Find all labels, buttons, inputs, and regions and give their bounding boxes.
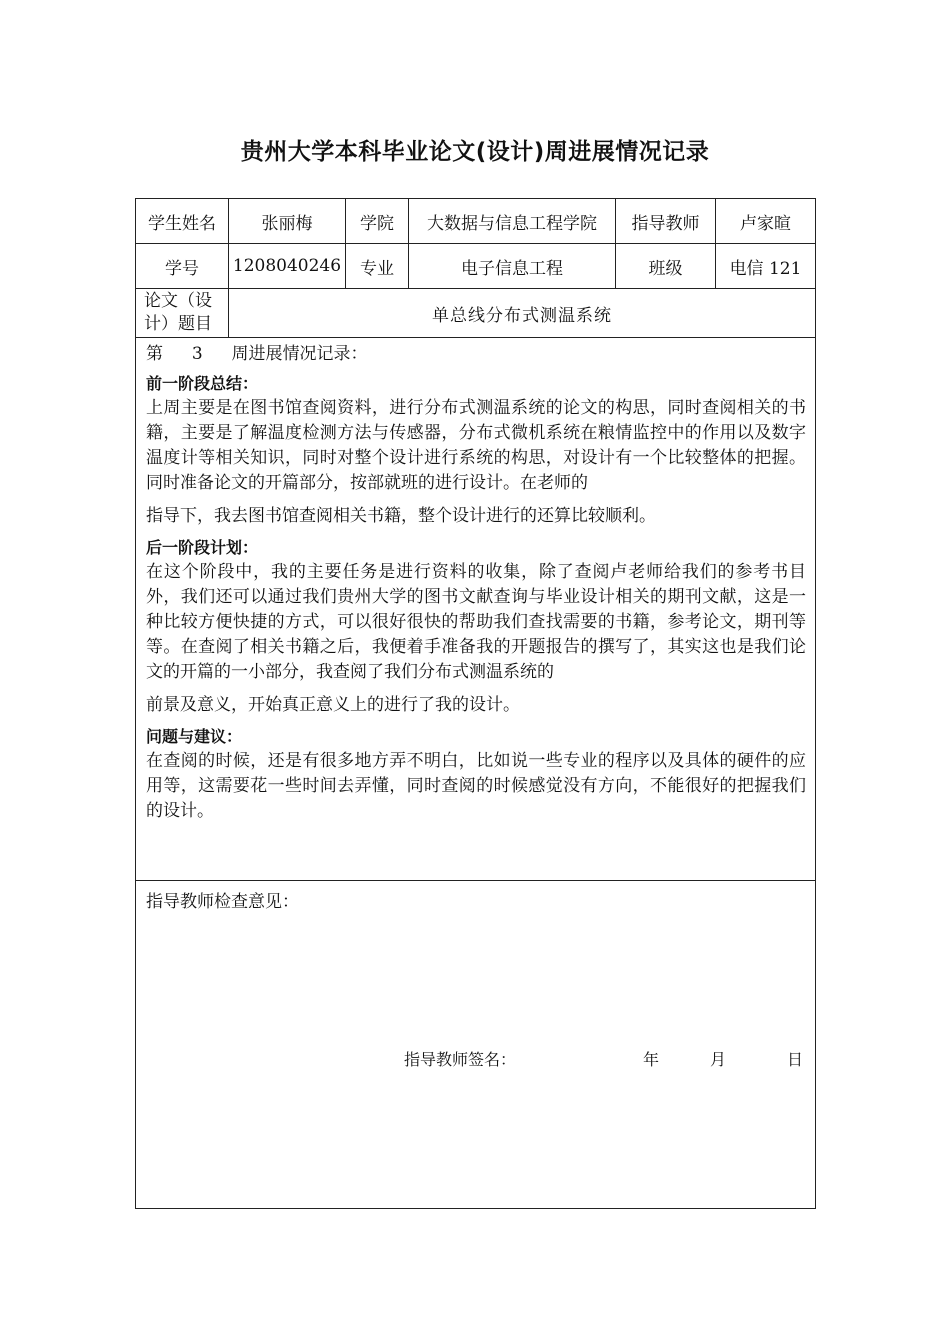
- student-name-label: 学生姓名: [136, 199, 229, 244]
- page-title: 贵州大学本科毕业论文(设计)周进展情况记录: [240, 139, 710, 165]
- student-id-label: 学号: [136, 244, 229, 289]
- week-prefix: 第: [146, 344, 163, 364]
- year-label: 年: [643, 1050, 660, 1069]
- student-id-value: 1208040246: [229, 244, 346, 289]
- topic-label-line1: 论文（设: [144, 291, 212, 311]
- week-line: [146, 342, 806, 367]
- college-value: 大数据与信息工程学院: [409, 199, 616, 244]
- student-name-value: 张丽梅: [229, 199, 346, 244]
- advisor-review-label: 指导教师检查意见：: [146, 892, 299, 912]
- weekly-progress-section: [136, 338, 816, 881]
- issues-heading: 问题与建议：: [146, 727, 243, 746]
- week-suffix: 周进展情况记录：: [231, 344, 368, 364]
- week-number: 3: [191, 344, 203, 364]
- next-stage-text: 在这个阶段中，我的主要任务是进行资料的收集，除了查阅卢老师给我们的参考书目外，我们还可以通过我们贵州大学的图书文献查询与毕业设计相关的期刊文献，这是一种比较方便快捷的方式，可以很好很快的帮助我们查找需要的书籍，参考论文，期刊等等。在查阅了相关书籍之后，我便着手准备我的开题报告的撰写了，其实这也是我们论文的开篇的一小部分，我查阅了我们分布式测温系统的: [146, 562, 806, 682]
- class-value: 电信 121: [716, 244, 816, 289]
- major-label: 专业: [346, 244, 409, 289]
- day-label: 日: [787, 1050, 804, 1069]
- table-row: [136, 881, 816, 1209]
- signature-label: 指导教师签名：: [404, 1050, 517, 1069]
- previous-stage-heading: 前一阶段总结：: [146, 374, 259, 393]
- next-stage-text-end: 前景及意义，开始真正意义上的进行了我的设计。: [146, 695, 520, 715]
- topic-value: 单总线分布式测温系统: [229, 289, 816, 338]
- table-row: [136, 338, 816, 881]
- previous-stage-text: 上周主要是在图书馆查阅资料，进行分布式测温系统的论文的构思，同时查阅相关的书籍，主要是了解温度检测方法与传感器，分布式微机系统在粮情监控中的作用以及数字温度计等相关知识，同时对整个设计进行系统的构思，对设计有一个比较整体的把握。同时准备论文的开篇部分，按部就班的进行设计。在老师的: [146, 398, 806, 493]
- table-row: [136, 289, 816, 338]
- topic-label-line2: 计）题目: [144, 314, 212, 334]
- next-stage-heading: 后一阶段计划：: [146, 538, 259, 557]
- issues-text: 在查阅的时候，还是有很多地方弄不明白，比如说一些专业的程序以及具体的硬件的应用等，这需要花一些时间去弄懂，同时查阅的时候感觉没有方向，不能很好的把握我们的设计。: [146, 751, 806, 821]
- class-label: 班级: [616, 244, 716, 289]
- advisor-review-section: [136, 881, 816, 1209]
- month-label: 月: [710, 1050, 727, 1069]
- table-row: [136, 244, 816, 289]
- major-value: 电子信息工程: [409, 244, 616, 289]
- progress-record-table: [135, 198, 816, 1209]
- topic-label: [136, 289, 229, 338]
- table-row: [136, 199, 816, 244]
- advisor-value: 卢家暄: [716, 199, 816, 244]
- college-label: 学院: [346, 199, 409, 244]
- advisor-label: 指导教师: [616, 199, 716, 244]
- previous-stage-text-end: 指导下，我去图书馆查阅相关书籍，整个设计进行的还算比较顺利。: [146, 506, 656, 526]
